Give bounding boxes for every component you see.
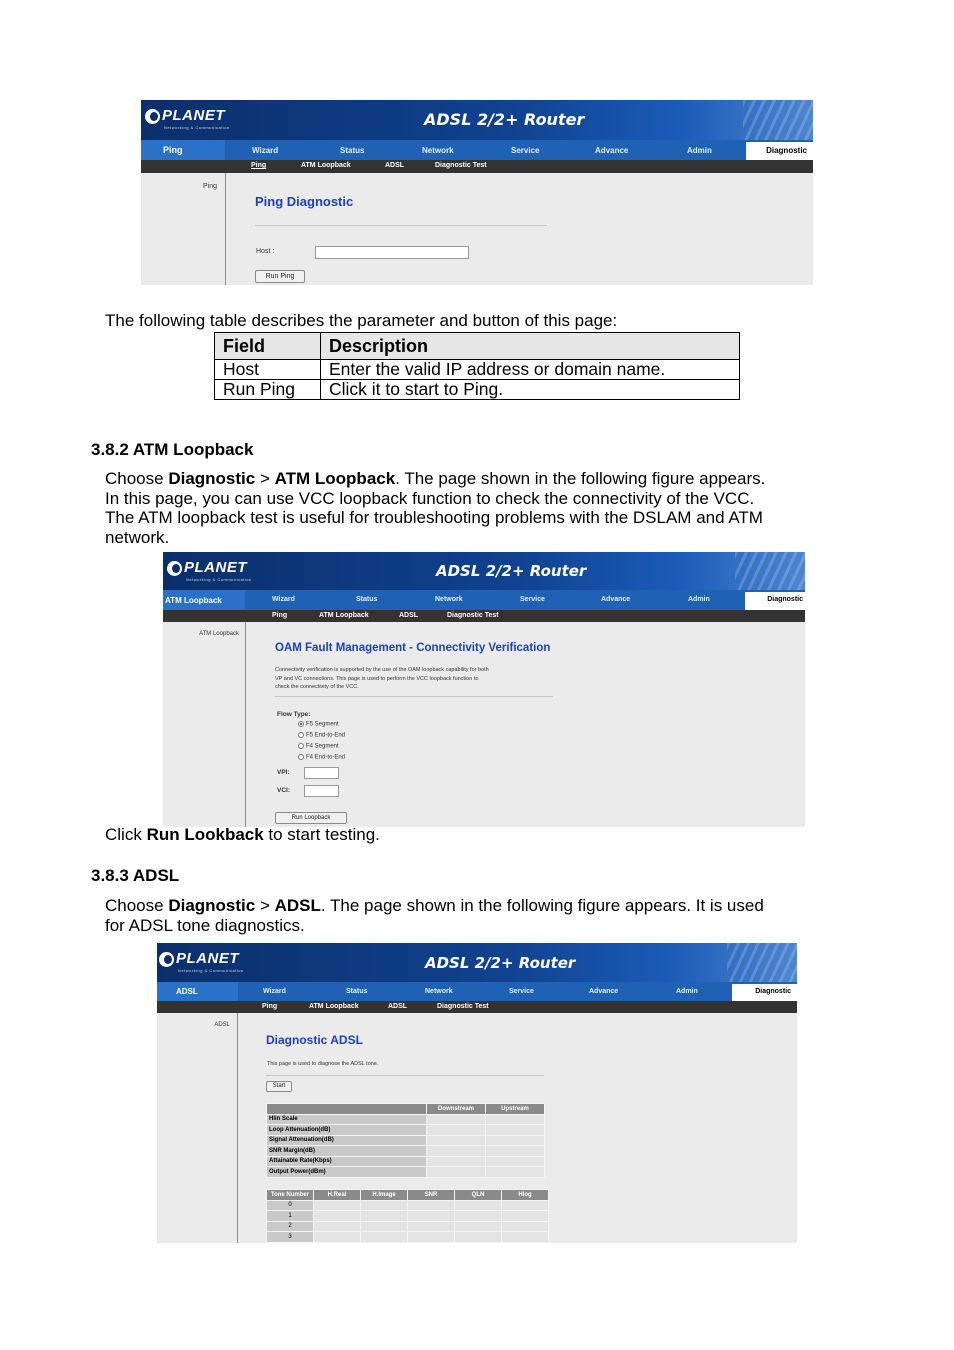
table-row: 1 [267, 1211, 549, 1222]
nav-current: ATM Loopback [163, 590, 245, 610]
nav-network[interactable]: Network [422, 146, 454, 155]
subnav-ping[interactable]: Ping [272, 612, 288, 619]
nav-status[interactable]: Status [340, 146, 365, 155]
subnav-ping[interactable]: Ping [262, 1003, 278, 1010]
nav-service[interactable]: Service [509, 988, 534, 995]
main-nav [157, 982, 797, 1001]
nav-current: ADSL [157, 982, 238, 1001]
subnav-diagnostic-test[interactable]: Diagnostic Test [435, 162, 487, 169]
subnav-adsl[interactable]: ADSL [399, 612, 419, 619]
radio-icon[interactable] [298, 754, 304, 760]
adsl-description: Choose Diagnostic > ADSL. The page shown in the following figure appears. It is used for ADSL tone diagnostics. [105, 896, 764, 935]
nav-current: Ping [141, 140, 225, 160]
page-title: Ping Diagnostic [255, 194, 354, 209]
host-label: Host : [256, 248, 275, 255]
router-banner [141, 100, 813, 140]
atm-loopback-screenshot [163, 552, 805, 827]
sidebar-item-adsl[interactable]: ADSL [214, 1022, 230, 1028]
tone-table [266, 1189, 549, 1243]
header-description: Description [321, 333, 740, 360]
nav-admin[interactable]: Admin [676, 988, 698, 995]
nav-admin[interactable]: Admin [688, 596, 710, 603]
description-line: VP and VC connections. This page is used to perform the VCC loopback function to [275, 676, 479, 682]
run-loopback-button[interactable]: Run Loopback [275, 812, 347, 824]
router-title: ADSL 2/2+ Router [424, 110, 585, 129]
radio-icon[interactable] [298, 732, 304, 738]
main-nav [141, 140, 813, 160]
ping-screenshot [141, 100, 813, 285]
table-row: Output Power(dBm) [267, 1167, 545, 1178]
radio-f4-end-to-end[interactable]: F4 End-to-End [298, 754, 345, 761]
host-input[interactable] [315, 246, 469, 259]
nav-diagnostic[interactable]: Diagnostic [732, 984, 797, 1001]
nav-wizard[interactable]: Wizard [252, 146, 279, 155]
subnav-ping[interactable]: Ping [251, 162, 267, 169]
heading-adsl: 3.8.3 ADSL [91, 866, 180, 885]
page-title: OAM Fault Management - Connectivity Verification [275, 642, 551, 654]
table-row: Hlin Scale [267, 1114, 545, 1125]
table-row: Attainable Rate(Kbps) [267, 1156, 545, 1167]
vpi-label: VPI: [277, 769, 290, 776]
router-title: ADSL 2/2+ Router [425, 954, 576, 972]
header-field: Field [215, 333, 321, 360]
main-nav [163, 590, 805, 610]
flow-type-label: Flow Type: [277, 711, 311, 718]
nav-advance[interactable]: Advance [589, 988, 619, 995]
vci-label: VCI: [277, 787, 290, 794]
nav-service[interactable]: Service [520, 596, 545, 603]
sidebar-item-ping[interactable]: Ping [202, 183, 217, 190]
router-title: ADSL 2/2+ Router [436, 562, 587, 580]
router-banner [163, 552, 805, 590]
radio-f5-segment[interactable]: F5 Segment [298, 721, 339, 728]
nav-admin[interactable]: Admin [687, 146, 712, 155]
planet-logo: PLANET Networking & Communication [159, 950, 239, 967]
nav-advance[interactable]: Advance [601, 596, 631, 603]
router-banner [157, 943, 797, 982]
atm-description: Choose Diagnostic > ATM Loopback. The page shown in the following figure appears. In this page, you can use VCC loopback function to check the connectivity of the VCC. The ATM loopback test is useful for troubleshooting problems with the DSLAM and ATM network. [105, 469, 766, 547]
subnav-diagnostic-test[interactable]: Diagnostic Test [437, 1003, 489, 1010]
table-row: Loop Attenuation(dB) [267, 1125, 545, 1136]
nav-advance[interactable]: Advance [595, 146, 629, 155]
subnav-diagnostic-test[interactable]: Diagnostic Test [447, 612, 499, 619]
nav-network[interactable]: Network [425, 988, 453, 995]
radio-f5-end-to-end[interactable]: F5 End-to-End [298, 732, 345, 739]
table-intro: The following table describes the parameter and button of this page: [105, 311, 618, 330]
table-row: Signal Attenuation(dB) [267, 1135, 545, 1146]
adsl-status-table [266, 1103, 545, 1178]
nav-wizard[interactable]: Wizard [263, 988, 286, 995]
heading-atm-loopback: 3.8.2 ATM Loopback [91, 440, 254, 459]
table-header [215, 333, 740, 360]
description-line: Connectivity verification is supported by the use of the OAM loopback capability for both [275, 667, 489, 673]
run-ping-button[interactable]: Run Ping [255, 270, 305, 283]
nav-status[interactable]: Status [346, 988, 368, 995]
planet-logo: PLANET Networking & Communication [167, 559, 247, 576]
table-row: Run Ping Click it to start to Ping. [215, 380, 740, 400]
subnav-adsl[interactable]: ADSL [388, 1003, 408, 1010]
table-row: 0 [267, 1200, 549, 1211]
subnav-atm-loopback[interactable]: ATM Loopback [309, 1003, 359, 1010]
sub-nav [157, 1001, 797, 1013]
planet-logo: PLANET Networking & Communication [145, 107, 225, 124]
radio-icon[interactable] [298, 743, 304, 749]
table-header: Tone Number H.Real H.Image SNR QLN Hlog [267, 1190, 549, 1201]
nav-diagnostic[interactable]: Diagnostic [746, 142, 813, 160]
subnav-adsl[interactable]: ADSL [385, 162, 405, 169]
nav-network[interactable]: Network [435, 596, 463, 603]
description-line: check the connectivity of the VCC. [275, 684, 359, 690]
nav-service[interactable]: Service [511, 146, 540, 155]
sub-nav [163, 610, 805, 622]
nav-status[interactable]: Status [356, 596, 378, 603]
table-row: SNR Margin(dB) [267, 1146, 545, 1157]
table-row: Host Enter the valid IP address or domain name. [215, 360, 740, 380]
click-run-lookback: Click Run Lookback to start testing. [105, 825, 380, 844]
start-button[interactable]: Start [266, 1081, 292, 1092]
subnav-atm-loopback[interactable]: ATM Loopback [301, 162, 351, 169]
table-row: 3 [267, 1232, 549, 1243]
page-title: Diagnostic ADSL [266, 1033, 363, 1047]
nav-diagnostic[interactable]: Diagnostic [745, 592, 805, 610]
table-header: Downstream Upstream [267, 1104, 545, 1115]
description: This page is used to diagnose the ADSL tone. [267, 1061, 379, 1067]
radio-icon[interactable] [298, 721, 304, 727]
subnav-atm-loopback[interactable]: ATM Loopback [319, 612, 369, 619]
table-row: 2 [267, 1221, 549, 1232]
vpi-input[interactable] [304, 767, 339, 779]
field-table [214, 332, 740, 400]
adsl-screenshot [157, 943, 797, 1243]
vci-input[interactable] [304, 785, 339, 797]
radio-f4-segment[interactable]: F4 Segment [298, 743, 339, 750]
nav-wizard[interactable]: Wizard [272, 596, 295, 603]
sidebar-item-atm-loopback[interactable]: ATM Loopback [199, 631, 239, 637]
sub-nav [141, 160, 813, 173]
